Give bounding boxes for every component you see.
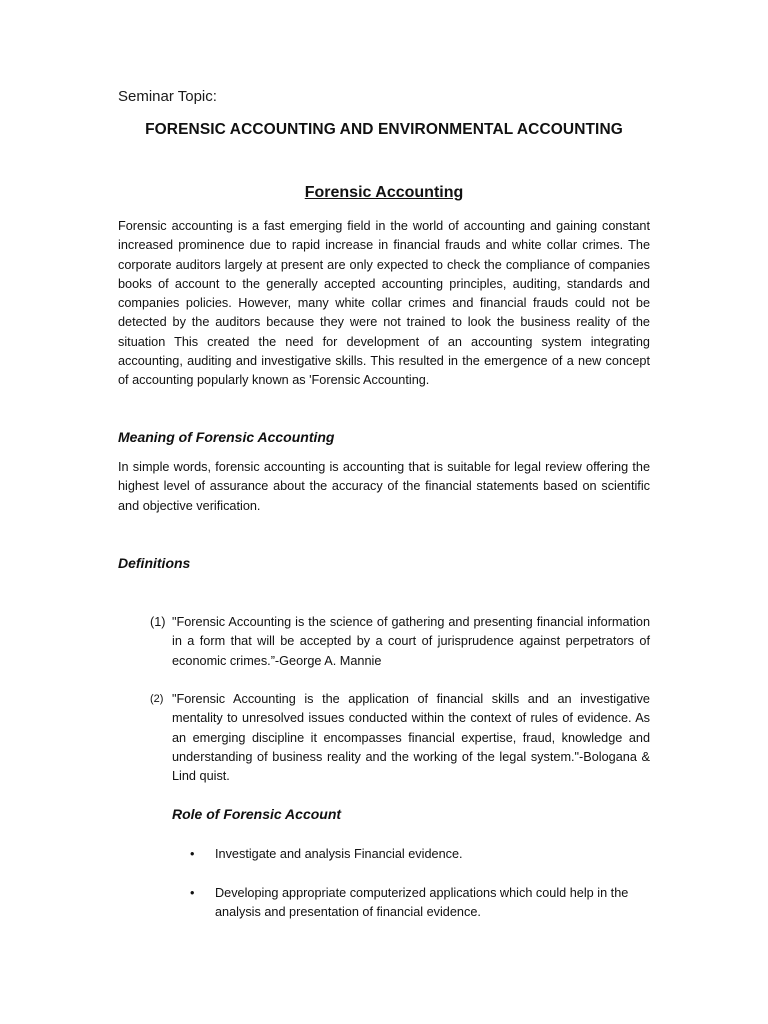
meaning-paragraph: In simple words, forensic accounting is accounting that is suitable for legal review offering the highest level of assurance about the accuracy of the financial statements based on scientific and objective verification. xyxy=(118,460,650,513)
bullet-text: Investigate and analysis Financial evidence. xyxy=(215,847,463,861)
section-title: Forensic Accounting xyxy=(304,184,464,201)
role-heading: Role of Forensic Account xyxy=(172,806,342,822)
intro-paragraph: Forensic accounting is a fast emerging field in the world of accounting and gaining constant increased prominence due to rapid increase in financial frauds and white collar crimes. The corporate auditors largely at present are only expected to check the compliance of companies books of account to the generally accepted accounting principles, auditing, standards and companies policies. However, many white collar crimes and financial frauds could not be detected by the auditors because they were not trained to look the business reality of the situation This created the need for development of an accounting system integrating accounting, auditing and investigative skills. This resulted in the emergence of a new concept of accounting popularly known as 'Forensic Accounting. xyxy=(118,219,650,388)
meaning-heading: Meaning of Forensic Accounting xyxy=(118,429,335,445)
seminar-label: Seminar Topic: xyxy=(118,88,217,105)
main-title: FORENSIC ACCOUNTING AND ENVIRONMENTAL ACCOUNTING xyxy=(145,121,623,138)
bullet-text: Developing appropriate computerized applications which could help in the analysis and presentation of financial evidence. xyxy=(215,886,629,920)
bullet-dot-icon: • xyxy=(190,886,195,900)
definition-number: (1) xyxy=(150,615,166,629)
definition-text: "Forensic Accounting is the science of gathering and presenting financial information in a form that will be accepted by a court of jurisprudence against perpetrators of economic crimes.”-George A. Mannie xyxy=(172,615,650,668)
definition-text: "Forensic Accounting is the application of financial skills and an investigative mentality to unresolved issues conducted within the context of rules of evidence. As an emerging discipline it encompasses financial expertise, fraud, knowledge and understanding of business reality and the working of the legal system."-Bologana & Lind quist. xyxy=(172,692,650,784)
definition-number: (2) xyxy=(150,693,164,705)
bullet-dot-icon: • xyxy=(190,847,195,861)
definitions-heading: Definitions xyxy=(118,555,191,571)
